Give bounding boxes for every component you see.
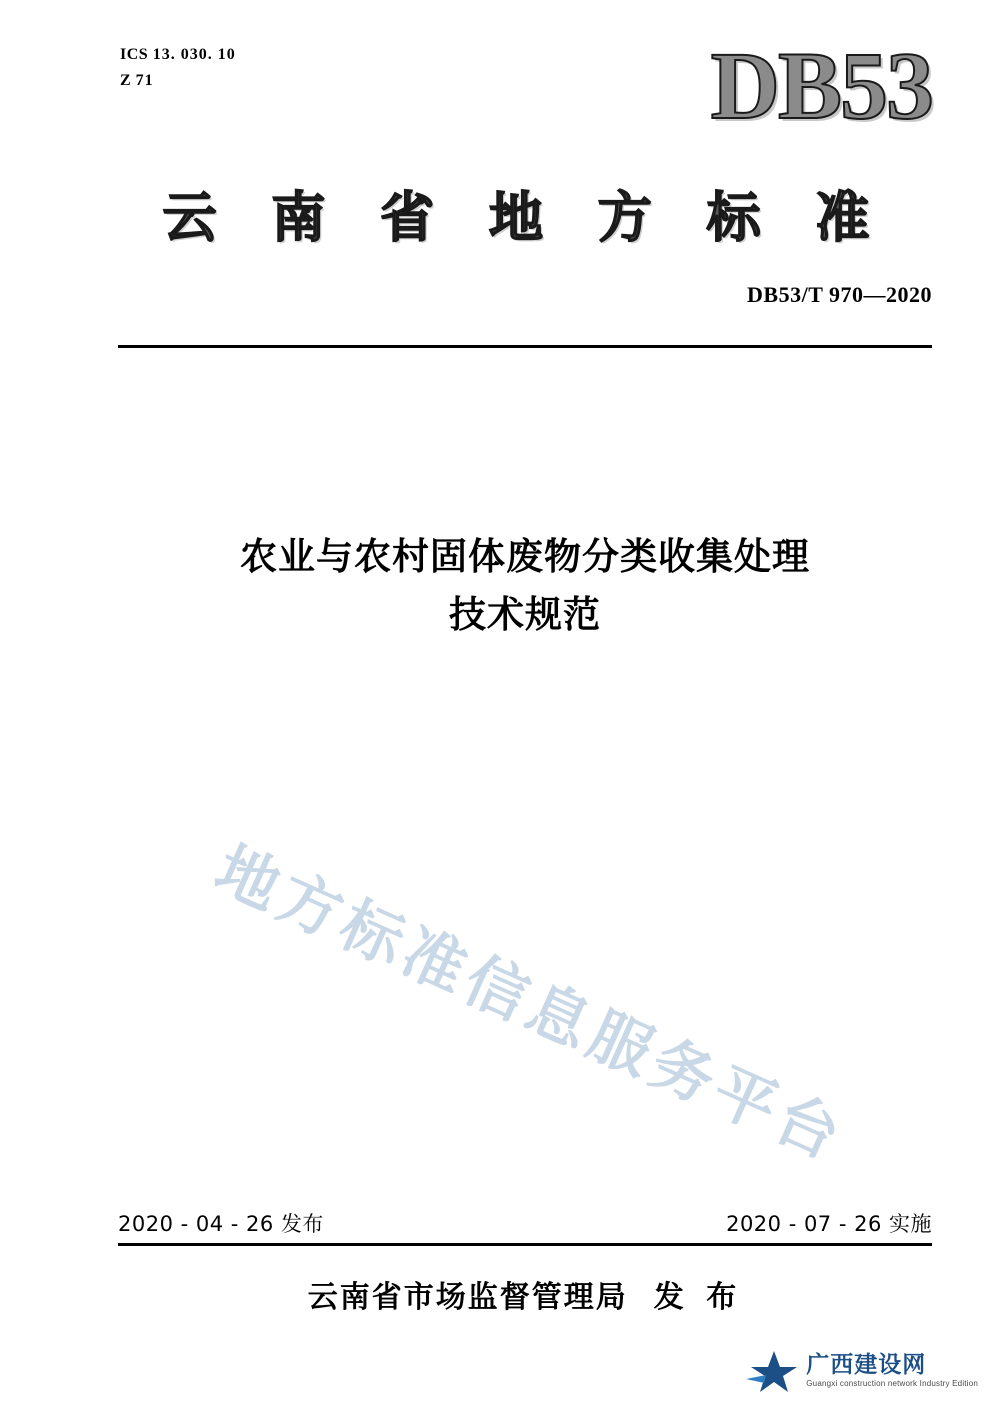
site-brand (744, 1349, 978, 1393)
issuer-verb: 发 布 (653, 1280, 743, 1315)
province-standard-title: 云 南 省 地 方 标 准 (162, 185, 888, 249)
issuer-name: 云南省市场监督管理局 (307, 1280, 628, 1315)
document-title-line-2: 技术规范 (449, 593, 601, 636)
class-line (120, 68, 236, 94)
brand-text (806, 1353, 978, 1389)
issuer-line (118, 1272, 932, 1316)
brand-name-cn: 广西建设网 (806, 1351, 927, 1378)
document-title-line-1: 农业与农村固体废物分类收集处理 (240, 535, 810, 578)
footer-divider (118, 1243, 932, 1246)
ics-classification (120, 42, 236, 94)
star-icon (744, 1349, 798, 1393)
ics-line (120, 42, 236, 68)
db-logo: DB53 (710, 32, 932, 139)
header-divider (118, 345, 932, 348)
ics-value: 13. 030. 10 (152, 46, 236, 63)
brand-name-en: Guangxi construction network Industry Edition (806, 1379, 978, 1389)
ics-label: ICS (120, 46, 149, 63)
issue-date: 2020 - 04 - 26 发布 (118, 1212, 324, 1236)
class-value: 71 (135, 72, 154, 89)
date-row (118, 1208, 932, 1238)
watermark-text: 地方标准信息服务平台 (205, 831, 856, 1176)
document-title (118, 528, 932, 644)
class-label: Z (120, 72, 132, 89)
standard-number: DB53/T 970—2020 (747, 282, 932, 307)
implement-date: 2020 - 07 - 26 实施 (726, 1212, 932, 1236)
